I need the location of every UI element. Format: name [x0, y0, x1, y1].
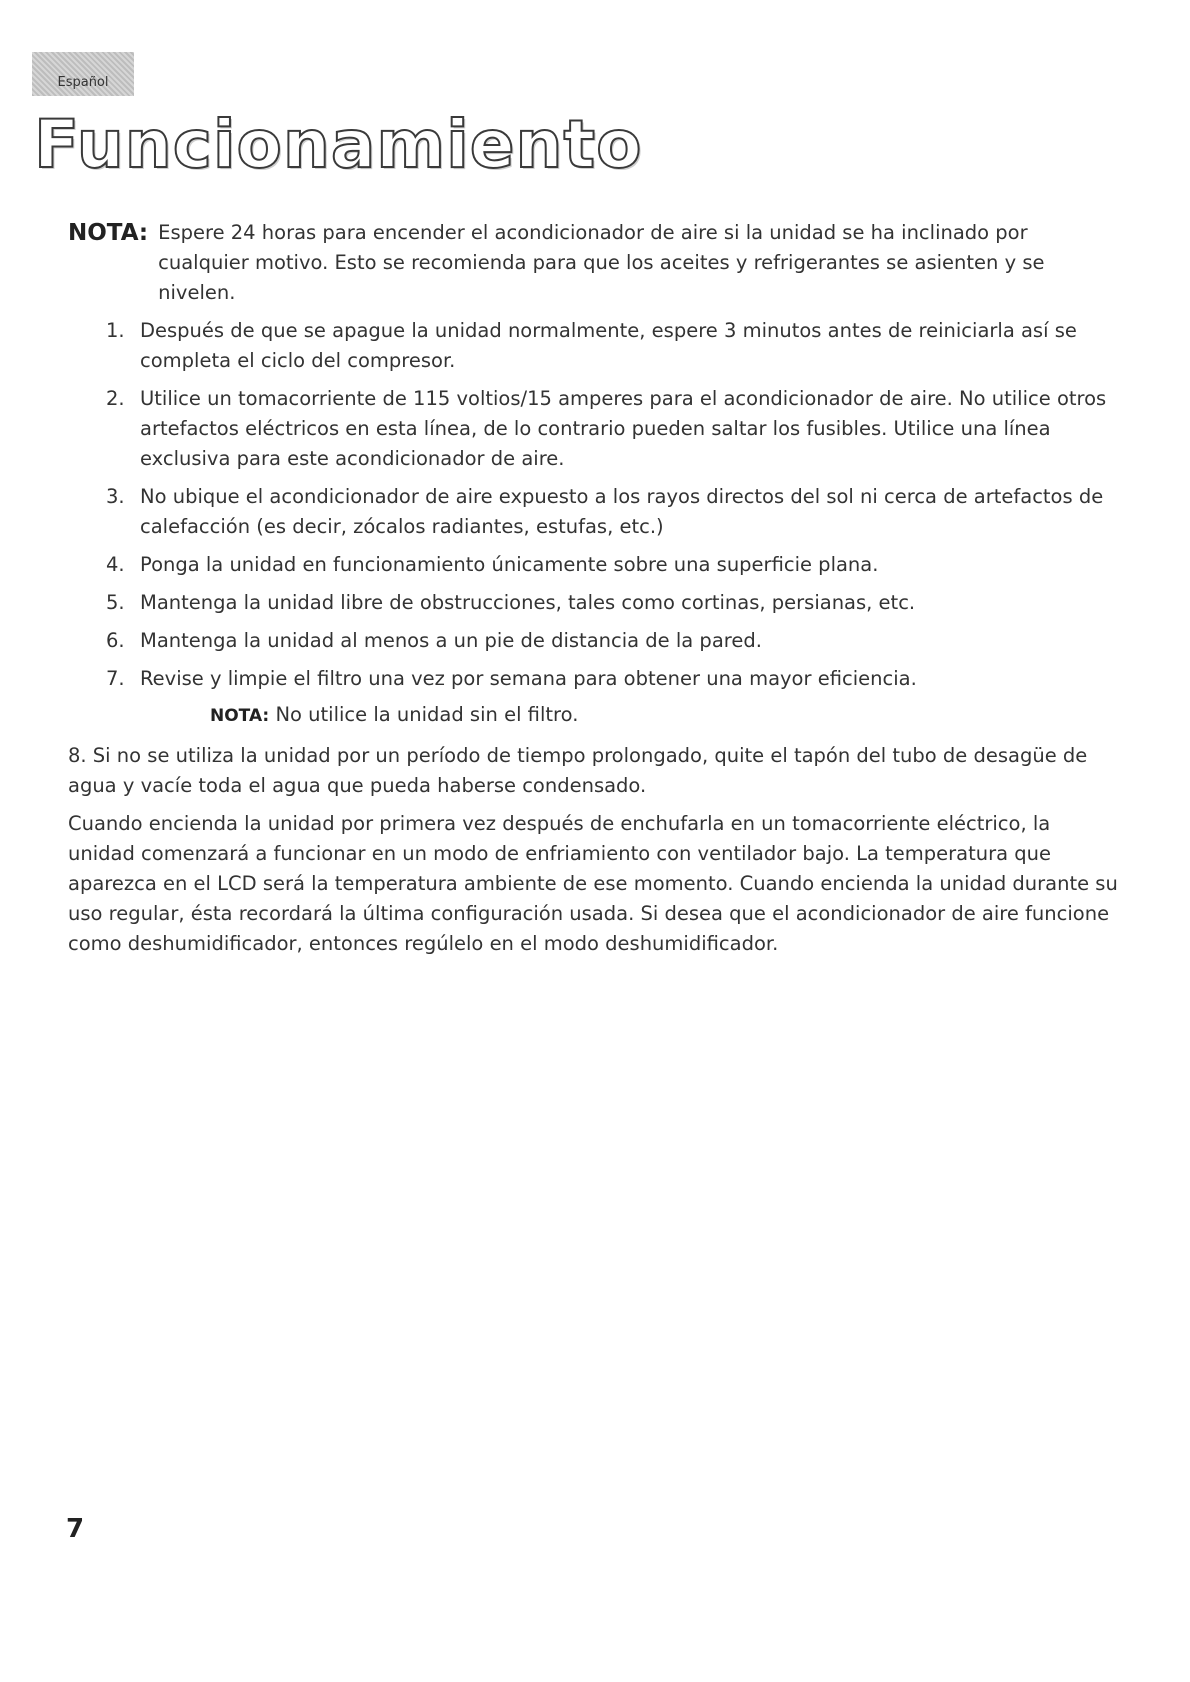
list-item-8: 8. Si no se utiliza la unidad por un período de tiempo prolongado, quite el tapón del tubo de desagüe de agua y vacíe toda el agua que pueda haberse condensado.: [68, 744, 1088, 797]
closing-paragraph: Cuando encienda la unidad por primera vez después de enchufarla en un tomacorriente eléctrico, la unidad comenzará a funcionar en un modo de enfriamiento con ventilador bajo. La temperatura que aparezca en el LCD será la temperatura ambiente de ese momento. Cuando encienda la unidad durante su uso regular, ésta recordará la última configuración usada. Si desea que el acondicionador de aire funcione como deshumidificador, entonces regúlelo en el modo deshumidificador.: [68, 812, 1118, 955]
list-item-text: Mantenga la unidad libre de obstrucciones, tales como cortinas, persianas, etc.: [140, 591, 916, 614]
list-item: [68, 550, 1120, 580]
list-item-number: 2.: [106, 387, 125, 410]
list-item: [68, 482, 1120, 542]
language-label: Español: [57, 75, 109, 90]
page-title: Funcionamiento: [34, 106, 643, 183]
list-item-text: Ponga la unidad en funcionamiento únicamente sobre una superficie plana.: [140, 553, 879, 576]
list-item-number: 6.: [106, 629, 125, 652]
list-item-number: 3.: [106, 485, 125, 508]
list-item: [68, 384, 1120, 474]
list-item: [68, 626, 1120, 656]
language-tab: [32, 52, 134, 96]
list-item: [68, 588, 1120, 618]
note-label: NOTA:: [68, 220, 149, 246]
list-item: [68, 316, 1120, 376]
filter-note-text: No utilice la unidad sin el filtro.: [275, 703, 579, 726]
list-item-number: 7.: [106, 667, 125, 690]
instructions-list: [68, 316, 1120, 694]
page-number: 7: [66, 1514, 85, 1544]
document-body: [68, 218, 1120, 959]
list-item-number: 4.: [106, 553, 125, 576]
note-text: Espere 24 horas para encender el acondicionador de aire si la unidad se ha inclinado por cualquier motivo. Esto se recomienda para que los aceites y refrigerantes se asienten y se nivelen.: [158, 221, 1045, 304]
list-item-text: Utilice un tomacorriente de 115 voltios/15 amperes para el acondicionador de aire. No utilice otros artefactos eléctricos en esta línea, de lo contrario pueden saltar los fusibles. Utilice una línea exclusiva para este acondicionador de aire.: [140, 387, 1107, 470]
list-item-number: 1.: [106, 319, 125, 342]
filter-note: [210, 700, 1120, 731]
list-item-text: No ubique el acondicionador de aire expuesto a los rayos directos del sol ni cerca de artefactos de calefacción (es decir, zócalos radiantes, estufas, etc.): [140, 485, 1104, 538]
list-item: [68, 664, 1120, 694]
list-item-text: Mantenga la unidad al menos a un pie de distancia de la pared.: [140, 629, 762, 652]
list-item-text: Después de que se apague la unidad normalmente, espere 3 minutos antes de reiniciarla así se completa el ciclo del compresor.: [140, 319, 1077, 372]
list-item-text: Revise y limpie el filtro una vez por semana para obtener una mayor eficiencia.: [140, 667, 917, 690]
main-note: [68, 218, 1120, 308]
filter-note-label: NOTA:: [210, 706, 270, 726]
list-item-number: 5.: [106, 591, 125, 614]
